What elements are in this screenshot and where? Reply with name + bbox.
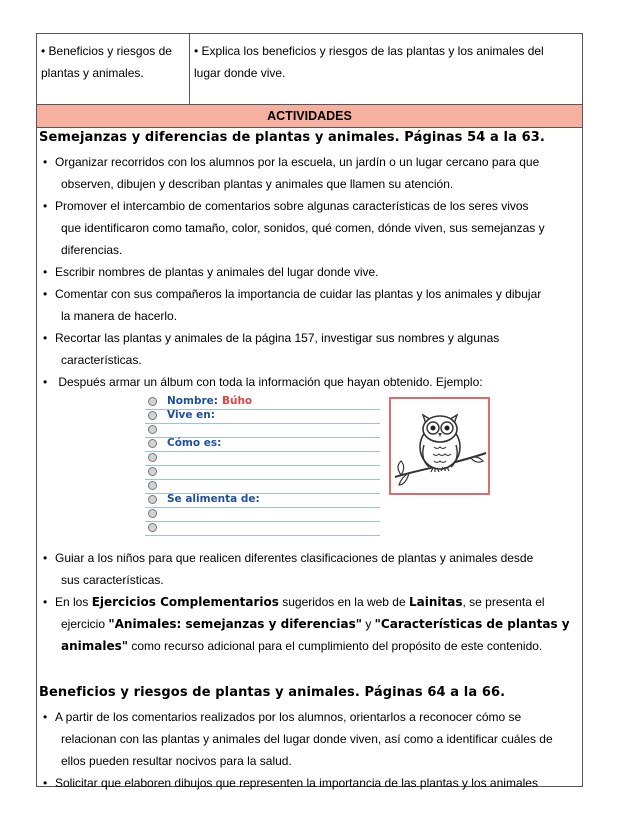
owl-illustration	[389, 397, 490, 495]
highlight-link[interactable]: "Animales: semejanzas y diferencias"	[108, 617, 362, 631]
binder-ring-icon	[148, 509, 157, 518]
list-item: • Escribir nombres de plantas y animales del lugar donde vive.	[43, 265, 379, 279]
binder-ring-icon	[148, 467, 157, 476]
list-item: • Solicitar que elaboren dibujos que representen la importancia de las plantas y los animales	[43, 776, 538, 790]
table-cell-topic	[37, 34, 190, 104]
list-item: • Guiar a los niños para que realicen diferentes clasificaciones de plantas y animales desde sus características.	[43, 551, 534, 587]
album-lines: Nombre: Búho Vive en: Cómo es: Se alimenta de:	[145, 395, 380, 545]
album-how-label: Cómo es:	[167, 437, 222, 449]
highlight-link[interactable]: "Características de plantas y	[374, 617, 570, 631]
list-item: • Promover el intercambio de comentarios sobre algunas características de los seres vivos que identificaron como tamaño, color, sonidos, qué comen, dónde viven, sus semejanzas y diferencias.	[43, 199, 545, 257]
table-cell-learning	[190, 34, 582, 104]
binder-ring-icon	[148, 439, 157, 448]
list-item: • Comentar con sus compañeros la importancia de cuidar las plantas y los animales y dibujar la manera de hacerlo.	[43, 287, 542, 323]
binder-ring-icon	[148, 411, 157, 420]
list-item: • Después armar un álbum con toda la información que hayan obtenido. Ejemplo:	[43, 375, 483, 389]
highlight-link[interactable]: Lainitas	[409, 595, 463, 609]
list-item: • Recortar las plantas y animales de la página 157, investigar sus nombres y algunas características.	[43, 331, 500, 367]
binder-ring-icon	[148, 425, 157, 434]
list-item: • A partir de los comentarios realizados por los alumnos, orientarlos a reconocer cómo se relacionan con las plantas y animales del lugar donde viven, así como a identificar cuáles de ellos pueden resultar nocivos para la salud.	[43, 710, 553, 768]
binder-ring-icon	[148, 523, 157, 532]
cell-line: • Explica los beneficios y riesgos de las plantas y los animales del	[194, 44, 544, 58]
cell-line: lugar donde vive.	[194, 66, 286, 80]
owl-icon	[391, 399, 488, 493]
binder-ring-icon	[148, 397, 157, 406]
binder-ring-icon	[148, 481, 157, 490]
binder-ring-icon	[148, 495, 157, 504]
section-title: Beneficios y riesgos de plantas y animales. Páginas 64 a la 66.	[39, 685, 506, 700]
album-name-value: Búho	[221, 395, 253, 407]
album-example	[145, 395, 492, 545]
binder-ring-icon	[148, 453, 157, 462]
activities-header: ACTIVIDADES	[37, 105, 582, 128]
album-lives-label: Vive en:	[167, 409, 215, 421]
album-eats-label: Se alimenta de:	[167, 493, 260, 505]
document-table	[36, 33, 583, 790]
cell-line: plantas y animales.	[41, 66, 144, 80]
highlight-link[interactable]: Ejercicios Complementarios	[91, 595, 279, 609]
cell-line: • Beneficios y riesgos de	[41, 44, 172, 58]
list-item: • En los Ejercicios Complementarios sugeridos en la web de Lainitas, se presenta el ejercicio "Animales: semejanzas y diferencias" y "Características de plantas y animales" como recurso adicional para el cumplimiento del propósito de este contenido.	[43, 595, 570, 653]
table-row	[37, 34, 582, 105]
list-item: • Organizar recorridos con los alumnos por la escuela, un jardín o un lugar cercano para que observen, dibujen y describan plantas y animales que llamen su atención.	[43, 155, 540, 191]
highlight-link[interactable]: animales"	[61, 639, 129, 653]
section-title: Semejanzas y diferencias de plantas y animales. Páginas 54 a la 63.	[39, 130, 545, 145]
